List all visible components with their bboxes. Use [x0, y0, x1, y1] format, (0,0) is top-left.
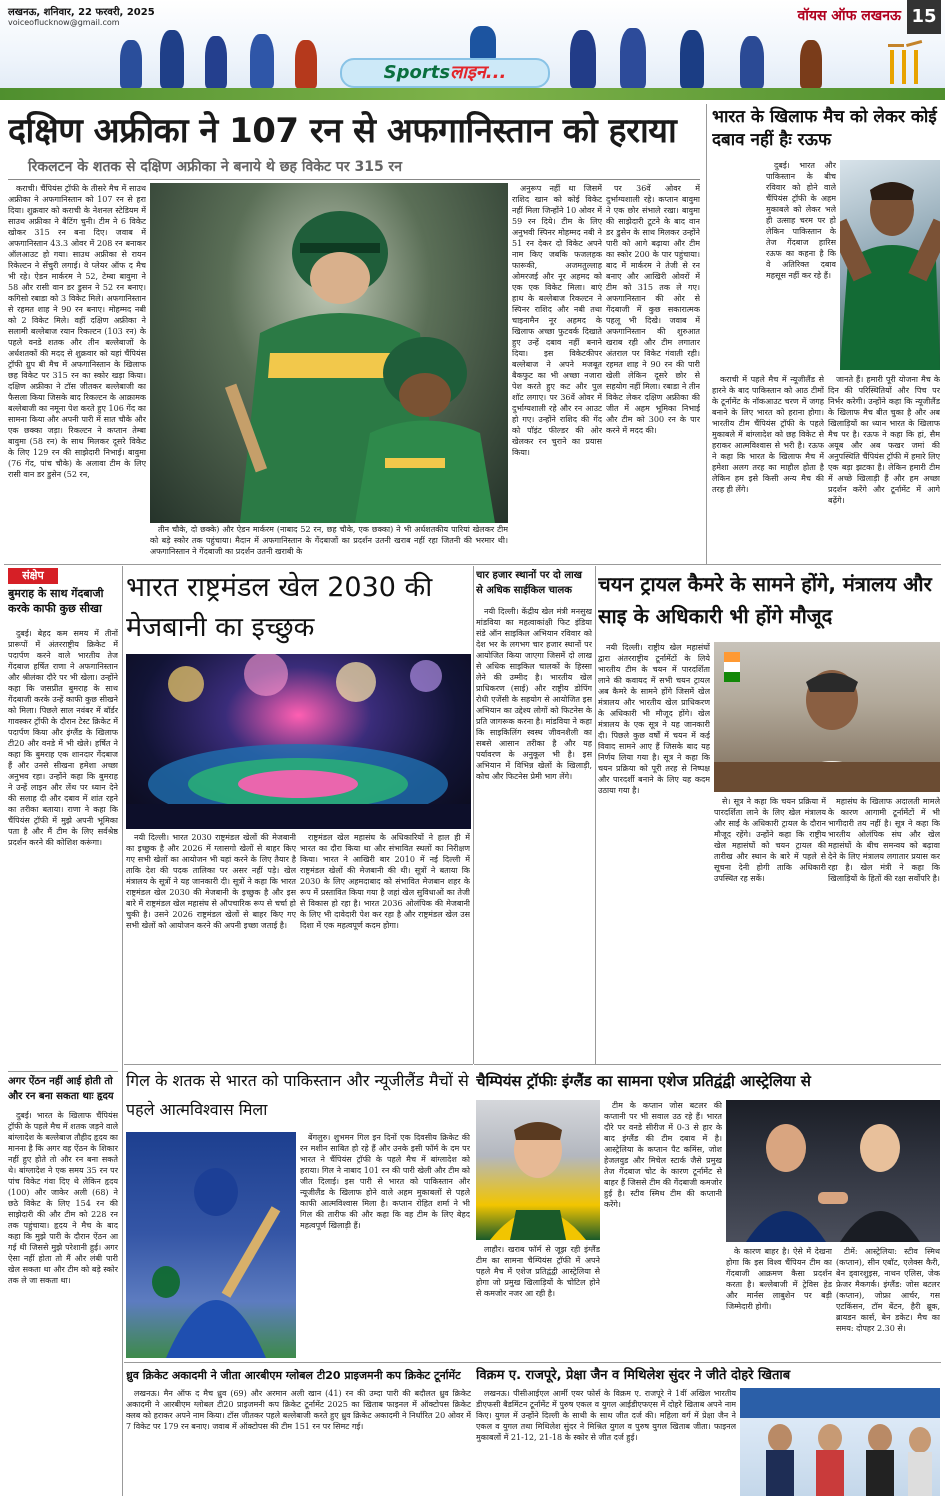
- top-story-subheadline: रिकलटन के शतक से दक्षिण अफ्रीका ने बनाये थे छह विकेट पर 315 रन: [28, 159, 403, 175]
- top-story-photo: [150, 183, 508, 523]
- rauf-story-headline: भारत के खिलाफ मैच को लेकर कोई दबाव नहीं हैः रऊफ: [712, 107, 937, 150]
- bumrah-brief-headline: बुमराह के साथ गेंदबाजी करके काफी कुछ सीखा: [8, 587, 104, 615]
- cycling-story-body: [476, 606, 592, 1062]
- player-silhouette: [470, 26, 496, 60]
- paper-name: वॉयस ऑफ लखनऊ: [797, 8, 901, 24]
- badminton-prize-photo: [740, 1388, 940, 1496]
- paragraph: नयी दिल्ली। भारत 2030 राष्ट्रमंडल खेलों की मेजबानी का इच्छुक है और 2026 में ग्लासगो खेलों से बाहर किए गए सभी खेलों का आयोजन भी यहां करने के लिए तैयार है ताकि देश की पदक तालिका पर असर नहीं पड़े। खेल मंत्रालय के सूत्रों ने यह जानकारी दी। सूत्रों ने कहा कि भारत राष्ट्रमंडल खेल 2030 की मेजबानी के इच्छुक है और इस बारे में राष्ट्रमंडल खेल महासंघ से औपचारिक रूप से चर्चा हो चुकी है। उसने 2026 राष्ट्रमंडल खेलों से बाहर किए गए सभी खेलों को आयोजन करने की अपनी इच्छा जताई है।: [126, 833, 296, 930]
- top-story-column-2: [512, 183, 602, 560]
- champions-trophy-squads: [836, 1246, 940, 1362]
- brand-part-line: लाइन...: [450, 62, 507, 83]
- commonwealth-headline: भारत राष्ट्रमंडल खेल 2030 की मेजबानी का इच्छुक: [126, 572, 433, 643]
- column-divider: [706, 104, 707, 564]
- rauf-story-column-1: [766, 160, 836, 390]
- captains-handshake-illustration: [726, 1100, 940, 1242]
- paragraph: अनुरूप नहीं था जिसमें राशिद खान को कोई विकेट नहीं मिला जिन्होंने 10 ओवर में 59 रन दिये। टीम के लिए अनुभवी स्पिनर मोहम्मद नबी ने 51 रन देकर दो विकेट अपने नाम किए जबकि फजलहक फारूकी, अजमतुल्लाह ओमरजई और नूर अहमद को एक एक विकेट मिला। बाएं हाथ के बल्लेबाज रिकल्टन ने स्पिनर राशिद और नबी तथा चाइनामैन नूर अहमद के खिलाफ अच्छा फुटवर्क दिखाते हुए उन्हें दबाव नहीं बनाने दिया। इस विकेटकीपर बल्लेबाज ने अपने मजबूत बैकफुट का भी अच्छा नजारा पेश करते हुए कट और पुल शॉट लगाए। पर 36वें ओवर में दुर्भाग्यशाली रहे और रन आउट हो गए। उन्होंने राशिद की गेंद को पॉइंट फील्डर की ओर खेलकर रन चुराने का प्रयास किया।: [512, 184, 602, 457]
- paragraph: दुबई। भारत के खिलाफ चैंपियंस ट्रॉफी के पहले मैच में शतक जड़ने वाले बांग्लादेश के बल्लेबाज तौहीद हृदय का मानना है कि अगर वह ऐंठन के शिकार नहीं हुए होते तो और रन बना सकते थे। बांग्लादेश ने एक समय 35 रन पर पांच विकेट गंवा दिए थे लेकिन हृदय (100) और जाकेर अली (68) ने छठे विकेट के लिए 154 रन की साझेदारी की और टीम को 228 रन तक पहुंचाया। हृदय ने मैच के बाद कहा कि मुझे पारी के दौरान ऐंठन आ गई थी जिससे मुझे परेशानी हुई। अगर ऐसा नहीं होता तो मैं और लंबी पारी खेल सकता था और टीम को बड़े स्कोर तक ले जा सकता था।: [8, 1111, 118, 1285]
- section-brand-badge: [340, 58, 550, 88]
- cricketers-illustration: [150, 183, 508, 523]
- top-story-column-3: [606, 183, 700, 560]
- cricket-stumps-icon: [880, 40, 930, 86]
- rauf-story-column-2: [712, 374, 824, 560]
- column-divider: [122, 566, 123, 1496]
- paragraph: कराची। चैंपियंस ट्रॉफी के तीसरे मैच में साउथ अफ्रीका ने अफगानिस्तान को 107 रन से हरा दिया। शुक्रवार को कराची के नेशनल स्टेडियम में साउथ अफ्रीका ने बैटिंग चुनी। टीम ने 6 विकेट खोकर 315 रन बना दिए। जवाब में अफगानिस्तान 43.3 ओवर में 208 रन बनाकर ऑलआउट हो गया। साउथ अफ्रीका से रायन रिकेल्टन ने सेंचुरी लगाई। वे प्लेयर ऑफ द मैच भी रहे। ऐडन मार्करम ने 52, टेम्बा बावुमा ने 58 और रासी वान डर डुसन ने 52 रन बनाए। कगिसो रबाडा को 3 विकेट मिले। अफगानिस्तान से रहमत शाह ने 90 रन बनाए। मोहम्मद नबी को 2 विकेट मिले। वहीं दक्षिण अफ्रीका ने सलामी बल्लेबाज रयान रिकल्टन (103 रन) के पहले वनडे शतक और तीन बल्लेबाजों के अर्धशतकों की मदद से शुक्रवार को यहां चैंपियंस ट्रॉफी ग्रुप बी मैच में अफगानिस्तान के खिलाफ छह विकेट पर 315 रन का स्कोर खड़ा किया। दक्षिण अफ्रीका ने टॉस जीतकर बल्लेबाजी का फैसला किया जिसके बाद रिकल्टन के आक्रामक बल्लेबाजी का नमूना पेश करते हुए 106 गेंद का सामना किया और अपनी पारी में सात चौके और एक छक्का जड़ा। रिकल्टन ने कप्तान तेम्बा बावुमा (58 रन) के साथ मिलकर दूसरे विकेट के लिए 129 रन की साझेदारी निभाई। बावुमा (76 गेंद, पांच चौके) के अलावा टीम के लिए रासी वान डर डुसेन (52 रन,: [8, 184, 146, 479]
- player-silhouette: [740, 36, 764, 88]
- minister-photo: [714, 642, 940, 792]
- paragraph: बेंगलुरु। शुभमन गिल इन दिनों एक दिवसीय क्रिकेट की रन मशीन साबित हो रहे हैं और उनके इसी फॉर्म के दम पर भारत ने चैंपियंस ट्रॉफी के पहले मैच में बांग्लादेश को हराया। गिल ने नाबाद 101 रन की पारी खेली और टीम को जीत दिलाई। इस पारी से भारत को पाकिस्तान और न्यूजीलैंड के खिलाफ होने वाले अहम मुकाबलों से पहले काफी आत्मविश्वास मिला है। कप्तान रोहित शर्मा ने भी गिल की तारीफ की और कहा कि वह टीम के लिए बेहद महत्वपूर्ण खिलाड़ी हैं।: [300, 1133, 470, 1230]
- column-divider: [595, 566, 596, 1064]
- paragraph: राष्ट्रमंडल खेल महासंघ के अधिकारियों ने हाल ही में भारत का दौरा किया था और संभावित स्थलों का निरीक्षण किया। भारत ने आखिरी बार 2010 में नई दिल्ली में राष्ट्रमंडल खेलों की मेजबानी की थी। सूत्रों ने बताया कि 2030 के लिए अहमदाबाद को संभावित मेजबान शहर के रूप में प्रस्तावित किया गया है जहां खेल सुविधाओं का तेजी से विकास हो रहा है। भारत 2036 ओलंपिक की मेजबानी के लिए भी दावेदारी पेश कर रहा है और राष्ट्रमंडल खेल उस दिशा में एक महत्वपूर्ण कदम होगा।: [300, 833, 470, 930]
- australian-captain-illustration: [476, 1100, 600, 1240]
- paragraph: कराची में पहले मैच में न्यूजीलैंड से हारने के बाद पाकिस्तान को आठ टीमों के टूर्नामेंट के नॉकआउट चरण में जगह बनाने के लिए भारत को हराना होगा। भारतीय टीम चैंपियंस ट्रॉफी के पहले मुकाबले में बांग्लादेश को छह विकेट से हराकर आत्मविश्वास से भरी है। रऊफ ने कहा कि भारत के खिलाफ मैच में हमेशा अलग तरह का माहौल होता है लेकिन हम इसे किसी अन्य मैच की तरह ही लेंगे।: [712, 375, 824, 494]
- paragraph: तीन चौके, दो छक्के) और ऐडन मार्करम (नाबाद 52 रन, छह चौके, एक छक्का) ने भी अर्धशतकीय पारियां खेलकर टीम को बड़े स्कोर तक पहुंचाया। मैदान में अफगानिस्तान के गेंदबाजों का प्रदर्शन उतनी खराब नहीं रहा जितनी की भरमार थी। अफगानिस्तान ने गेंदबाजी का प्रदर्शन उतनी खराबी के: [150, 525, 508, 556]
- divider: [8, 179, 700, 180]
- champions-trophy-headline: चैम्पियंस ट्रॉफीः इंग्लैंड का सामना एशेज प्रतिद्वंद्वी आस्ट्रेलिया से: [476, 1072, 811, 1090]
- hridoy-brief-headline: अगर ऐंठन नहीं आई होती तो और रन बना सकता थाः हृदय: [8, 1076, 114, 1102]
- paragraph: लखनऊ। पीसीआईएल आर्मी एयर फोर्स के विक्रम ए. राजपूरे ने 1वीं अखिल भारतीय डीएफसी बैडमिंटन टूर्नामेंट में पुरुष एकल व युगल आईडीएफएस में दोहरे खिताब अपने नाम किए। युगल में उन्होंने दिल्ली के साथी के साथ जीत दर्ज की। महिला वर्ग में प्रेक्षा जैन ने एकल व युगल तथा मिथिलेश सुंदर ने मिश्रित युगल व पुरुष युगल खिताब जीता। फाइनल मुकाबलों में 21-12, 21-18 के स्कोर से जीत दर्ज हुई।: [476, 1389, 736, 1442]
- player-silhouette: [160, 30, 184, 88]
- champions-trophy-column-1: [476, 1244, 600, 1362]
- player-silhouette: [250, 34, 274, 88]
- commonwealth-column-1: [126, 832, 296, 1062]
- player-silhouette: [120, 40, 142, 88]
- paragraph: टीम के कप्तान जोस बटलर की कप्तानी पर भी सवाल उठ रहे हैं। भारत दौरे पर वनडे सीरीज में 0-3 से हार के बाद इंग्लैंड की टीम दबाव में है। आस्ट्रेलिया के कप्तान पैट कमिंस, जोश हेजलवुड और मिचेल स्टार्क जैसे प्रमुख तेज गेंदबाज चोट के कारण टूर्नामेंट से बाहर हैं जिससे टीम की गेंदबाजी कमजोर हुई है। स्टीव स्मिथ टीम की कप्तानी करेंगे।: [604, 1101, 722, 1209]
- stadium-fireworks-illustration: [126, 654, 471, 829]
- prize-distribution-illustration: [740, 1388, 940, 1496]
- paragraph: जानते हैं। हमारी पूरी योजना मैच के दिन की परिस्थितियों और पिच पर निर्भर करेगी। उन्होंने कहा कि न्यूजीलैंड के खिलाफ मैच बीत चुका है और अब खिलाड़ियों का ध्यान भारत के खिलाफ मैच पर है। रऊफ ने कहा कि हां, सैम अयूब और अब फखर जमां की अनुपस्थिति चैंपियंस ट्रॉफी में हमारे लिए एक बड़ा झटका है। लेकिन हमारी टीम में अच्छे खिलाड़ी हैं और हम अच्छा प्रदर्शन करेंगे और टूर्नामेंट में आगे बढ़ेंगे।: [828, 375, 940, 505]
- batsman-illustration: [126, 1132, 296, 1358]
- section-divider: [4, 564, 941, 565]
- player-silhouette: [800, 40, 822, 88]
- paragraph: से। सूत्र ने कहा कि चयन प्रक्रिया में पारदर्शिता लाने के लिए खेल मंत्रालय और साई के अधिकारी ट्रायल के दौरान मौजूद रहेंगे। उन्होंने कहा कि राष्ट्रीय खेल महासंघों को चयन ट्रायल की तारीख और स्थान के बारे में पहले से सूचना देनी होगी ताकि अधिकारी उपस्थित रह सकें।: [714, 797, 826, 883]
- paragraph: लखनऊ। मैन ऑफ द मैच ध्रुव (69) और अरमान अली खान (41) रन की उम्दा पारी की बदौलत ध्रुव क्रिकेट अकादमी ने आरबीएम ग्लोबल टी20 प्राइजमनी कप क्रिकेट टूर्नामेंट 2025 का खिताब फाइनल में ऑक्टोपस क्रिकेट क्लब को हराकर अपने नाम किया। टॉस जीतकर पहले बल्लेबाजी करते हुए ध्रुव क्रिकेट अकादमी ने निर्धारित 20 ओवर में 7 विकेट पर 179 रन बनाए। जवाब में ऑक्टोपस की टीम 151 रन पर सिमट गई।: [126, 1389, 471, 1431]
- player-silhouette: [620, 28, 646, 88]
- paragraph: पर 36वें ओवर में दुर्भाग्यशाली रहे। कप्तान बावुमा ने एक छोर संभाले रखा। बावुमा की साझेदारी टूटने के बाद वान डर डुसेन के साथ मिलकर उन्होंने पारी को आगे बढ़ाया और टीम का स्कोर 200 के पार पहुंचाया। बाद में मार्करम ने तेजी से रन बनाए और आखिरी ओवरों में टीम को 315 तक ले गए। अफगानिस्तान की ओर से गेंदबाजी में कुछ सकारात्मक पहलू भी दिखे। जवाब में अफगानिस्तान की शुरुआत खराब रही और टीम लगातार अंतराल पर विकेट गंवाती रही। रहमत शाह ने 90 रन की पारी खेली लेकिन दूसरे छोर से सहयोग नहीं मिला। रबाडा ने तीन विकेट लेकर दक्षिण अफ्रीका की जीत में अहम भूमिका निभाई और टीम को 300 रन के पार करने में मदद की।: [606, 184, 700, 435]
- contact-email: voiceoflucknow@gmail.com: [8, 18, 120, 27]
- gill-story-column: [300, 1132, 470, 1358]
- selection-trials-column-2: [714, 796, 826, 1062]
- section-divider: [124, 1362, 941, 1363]
- top-story-column-1: [8, 183, 146, 560]
- dhruv-academy-headline: ध्रुव क्रिकेट अकादमी ने जीता आरबीएम ग्लोबल टी20 प्राइजमनी कप क्रिकेट टूर्नामेंट: [126, 1369, 461, 1382]
- rauf-photo: [840, 160, 940, 370]
- commonwealth-column-2: [300, 832, 470, 1062]
- cycling-story-headline: चार हजार स्थानों पर दो लाख से अधिक साईकिल चालक: [476, 570, 582, 596]
- player-silhouette: [295, 40, 317, 88]
- brand-part-sports: Sports: [383, 62, 451, 83]
- champions-trophy-column-2: [604, 1100, 722, 1362]
- paragraph: नयी दिल्ली। केंद्रीय खेल मंत्री मनसुख मांडविया का महत्वाकांक्षी फिट इंडिया संडे ऑन साइकिल अभियान रविवार को देश भर के लगभग चार हजार स्थानों पर आयोजित किया जाएगा जिसमें दो लाख से अधिक साइकिल चालकों के हिस्सा लेने की उम्मीद है। भारतीय खेल प्राधिकरण (साई) और राष्ट्रीय डोपिंग रोधी एजेंसी के सहयोग से आयोजित इस अभियान का उद्देश्य लोगों को फिटनेस के प्रति जागरूक करना है। मांडविया ने कहा कि साइकिलिंग स्वस्थ जीवनशैली का सबसे आसान तरीका है और यह पर्यावरण के अनुकूल भी है। इस अभियान में विभिन्न खेलों के खिलाड़ी, कोच और फिटनेस प्रेमी भाग लेंगे।: [476, 607, 592, 781]
- hridoy-brief-body: [8, 1110, 118, 1496]
- player-silhouette: [570, 30, 596, 88]
- selection-trials-column-3: [828, 796, 940, 1062]
- section-divider: [474, 1064, 941, 1065]
- badminton-body: [476, 1388, 736, 1496]
- brief-section-tag: संक्षेप: [8, 568, 58, 584]
- paragraph: टीमें: आस्ट्रेलिया: स्टीव स्मिथ (कप्तान), सीन एबॉट, एलेक्स कैरी, बेन ड्वारशुइस, नाथन एलिस, जेक फ्रेजर मैकगर्क। इंग्लैंड: जोस बटलर (कप्तान), जोफ्रा आर्चर, गस एटकिंसन, टॉम बेंटन, हैरी ब्रूक, ब्रायडन कार्स, बेन डकेट। मैच का समय: दोपहर 2.30 से।: [836, 1247, 940, 1333]
- issue-date: लखनऊ, शनिवार, 22 फरवरी, 2025: [8, 7, 155, 18]
- smith-photo: [476, 1100, 600, 1240]
- champions-trophy-column-3: [726, 1246, 832, 1362]
- player-silhouette: [680, 30, 704, 88]
- badminton-headline: विक्रम ए. राजपूरे, प्रेक्षा जैन व मिथिलेश सुंदर ने जीते दोहरे खिताब: [476, 1368, 791, 1383]
- gill-photo: [126, 1132, 296, 1358]
- top-story-headline: दक्षिण अफ्रीका ने 107 रन से अफगानिस्तान को हराया: [8, 111, 677, 151]
- masthead: [0, 0, 945, 100]
- minister-illustration: [714, 642, 940, 792]
- page-number: 15: [907, 0, 941, 34]
- paragraph: दुबई। बेहद कम समय में तीनों प्रारूपों में अंतरराष्ट्रीय क्रिकेट में पदार्पण करने वाले भारतीय तेज गेंदबाज हर्षित राणा ने अफगानिस्तान और श्रीलंका दौरे पर भी खेला। उन्होंने कहा कि जसप्रीत बुमराह के साथ गेंदबाजी करके उन्हें काफी कुछ सीखने को मिला। पिछले साल नवंबर में बॉर्डर गावस्कर ट्रॉफी के दौरान टेस्ट क्रिकेट में पदार्पण किया और इंग्लैंड के खिलाफ टी20 और वनडे में भी खेले। हर्षित ने कहा कि बुमराह एक शानदार गेंदबाज हैं और उनसे सीखना हमेशा अच्छा अनुभव रहा। उन्होंने कहा कि बुमराह ने उन्हें लाइन और लेंथ पर ध्यान देने की सलाह दी और दबाव में शांत रहने का तरीका बताया। राणा ने कहा कि चैंपियंस ट्रॉफी में मुझे अपनी भूमिका पता है और मैं टीम के लिए सर्वश्रेष्ठ प्रदर्शन करने की कोशिश करूंगा।: [8, 629, 118, 847]
- paragraph: महासंघ के खिलाफ अदालती मामले के कारण आगामी टूर्नामेंटों में भी भागीदारी तय नहीं है। सूत्र ने कहा कि भारतीय ओलंपिक संघ और खेल महासंघों के बीच समन्वय को बढ़ावा देने के लिए मंत्रालय लगातार प्रयास कर रहा है। खेल मंत्री ने कहा कि खिलाड़ियों के हितों की रक्षा सर्वोपरि है।: [828, 797, 940, 883]
- column-divider: [473, 566, 474, 1064]
- dhruv-academy-body: [126, 1388, 471, 1496]
- section-divider: [124, 1064, 473, 1065]
- commonwealth-ceremony-photo: [126, 654, 471, 829]
- divider: [8, 1071, 118, 1072]
- masthead-grass: [0, 88, 945, 100]
- rauf-story-column-3: [828, 374, 940, 560]
- paragraph: नयी दिल्ली। राष्ट्रीय खेल महासंघों द्वारा अंतरराष्ट्रीय टूर्नामेंटों के लिये भारतीय टीम के चयन में पारदर्शिता लाने की कवायद में सभी चयन ट्रायल अब कैमरे के सामने होंगे जिसमें खेल मंत्रालय और भारतीय खेल प्राधिकरण के अधिकारी भी मौजूद होंगे। खेल मंत्रालय के एक सूत्र ने यह जानकारी दी। पिछले कुछ वर्षों में चयन में कई विवाद सामने आए हैं जिसके बाद यह निर्णय लिया गया है। सूत्र ने कहा कि चयन प्रक्रिया को पूरी तरह से निष्पक्ष और पारदर्शी बनाने के लिए यह कदम उठाया गया है।: [598, 643, 710, 795]
- selection-trials-column-1: [598, 642, 710, 1062]
- player-silhouette: [205, 36, 227, 88]
- top-story-caption: [150, 524, 508, 560]
- paragraph: लाहौर। खराब फॉर्म से जूझ रही इंग्लैंड टीम का सामना चैम्पियंस ट्रॉफी में अपने पहले मैच में एशेज प्रतिद्वंद्वी आस्ट्रेलिया से होगा जो प्रमुख खिलाड़ियों के चोटिल होने से कमजोर नजर आ रही है।: [476, 1245, 600, 1298]
- paragraph: दुबई। भारत और पाकिस्तान के बीच रविवार को होने वाले चैंपियंस ट्रॉफी के अहम मुकाबले को लेकर भले ही उत्साह चरम पर हो लेकिन पाकिस्तान के तेज गेंदबाज हारिस रऊफ का कहना है कि वे अतिरिक्त दबाव महसूस नहीं कर रहे हैं।: [766, 161, 836, 280]
- selection-trials-headline: चयन ट्रायल कैमरे के सामने होंगे, मंत्रालय और साइ के अधिकारी भी होंगे मौजूद: [598, 572, 932, 628]
- bumrah-brief-body: [8, 628, 118, 1070]
- paragraph: के कारण बाहर है। ऐसे में देखना होगा कि इस विश्व चैंपियन टीम का गेंदबाजी आक्रमण कैसा प्रदर्शन करता है। बल्लेबाजी में ट्रेविस हेड और मार्नस लाबुशेन पर बड़ी जिम्मेदारी होगी।: [726, 1247, 832, 1311]
- gill-story-headline: गिल के शतक से भारत को पाकिस्तान और न्यूजीलैंड मैचों से पहले आत्मविश्वास मिला: [126, 1071, 469, 1119]
- bowler-illustration: [840, 160, 940, 370]
- handshake-photo: [726, 1100, 940, 1242]
